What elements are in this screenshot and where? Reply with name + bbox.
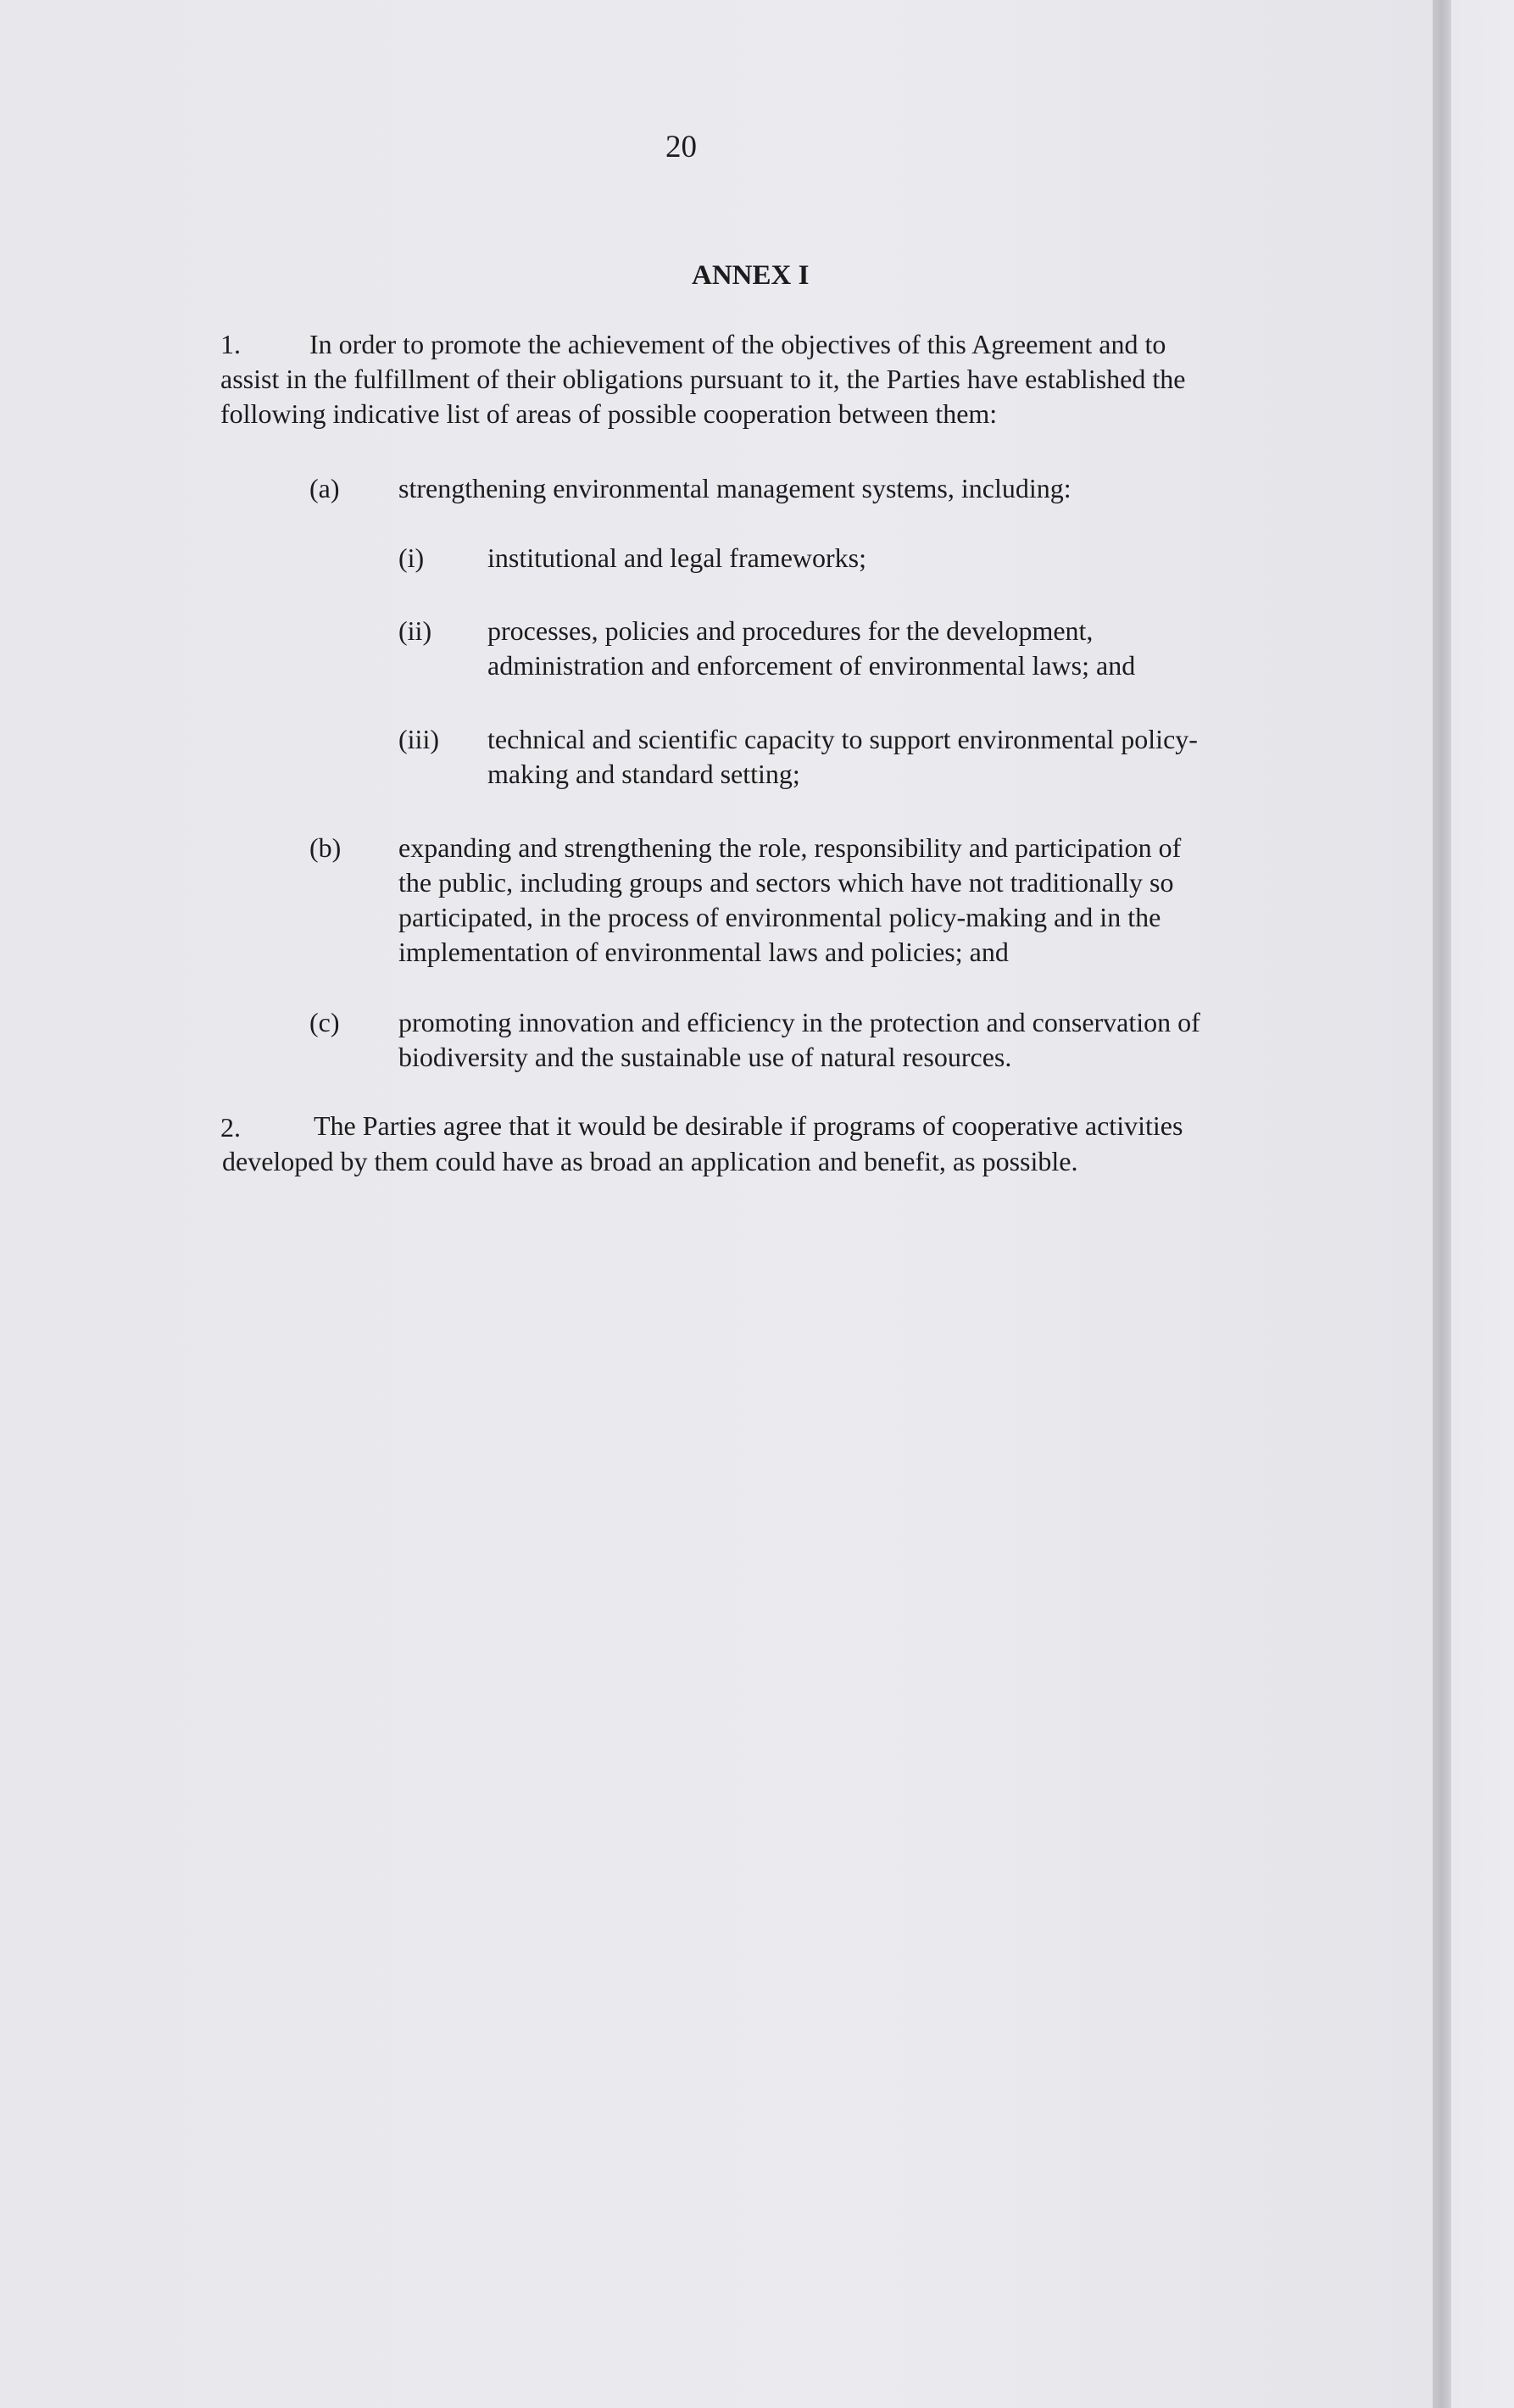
item-b-line-2: the public, including groups and sectors which have not traditionally so xyxy=(398,867,1174,898)
item-a-ii-line-2: administration and enforcement of environmental laws; and xyxy=(487,650,1136,681)
item-a-label: (a) xyxy=(309,473,340,503)
item-a-text: strengthening environmental management systems, including: xyxy=(398,473,1071,503)
paragraph-2-line-1: The Parties agree that it would be desirable if programs of cooperative activities xyxy=(314,1110,1183,1141)
item-c-line-2: biodiversity and the sustainable use of natural resources. xyxy=(398,1042,1012,1072)
item-a-i-text: institutional and legal frameworks; xyxy=(487,542,866,573)
paragraph-1-number: 1. xyxy=(220,329,241,359)
page-number: 20 xyxy=(665,130,697,164)
item-c-line-1: promoting innovation and efficiency in the protection and conservation of xyxy=(398,1007,1200,1037)
item-a-iii-line-1: technical and scientific capacity to support environmental policy- xyxy=(487,724,1198,754)
paragraph-1-line-3: following indicative list of areas of possible cooperation between them: xyxy=(220,398,998,429)
item-a-i-label: (i) xyxy=(398,542,425,573)
item-a-iii-label: (iii) xyxy=(398,724,439,754)
item-b-line-4: implementation of environmental laws and policies; and xyxy=(398,937,1009,967)
page-edge xyxy=(1451,0,1514,2408)
paragraph-1-line-2: assist in the fulfillment of their obligations pursuant to it, the Parties have established the xyxy=(220,364,1186,394)
paragraph-1-line-1: In order to promote the achievement of the objectives of this Agreement and to xyxy=(309,329,1166,359)
item-b-line-1: expanding and strengthening the role, responsibility and participation of xyxy=(398,832,1182,863)
item-c-label: (c) xyxy=(309,1007,340,1037)
annex-title: ANNEX I xyxy=(692,260,810,291)
paragraph-2-number: 2. xyxy=(220,1112,241,1143)
item-b-label: (b) xyxy=(309,832,342,863)
item-b-line-3: participated, in the process of environmental policy-making and in the xyxy=(398,902,1161,932)
binding-spine xyxy=(1433,0,1451,2408)
item-a-ii-line-1: processes, policies and procedures for the development, xyxy=(487,615,1094,646)
paragraph-2-line-2: developed by them could have as broad an application and benefit, as possible. xyxy=(222,1146,1078,1176)
item-a-ii-label: (ii) xyxy=(398,615,432,646)
item-a-iii-line-2: making and standard setting; xyxy=(487,759,800,789)
